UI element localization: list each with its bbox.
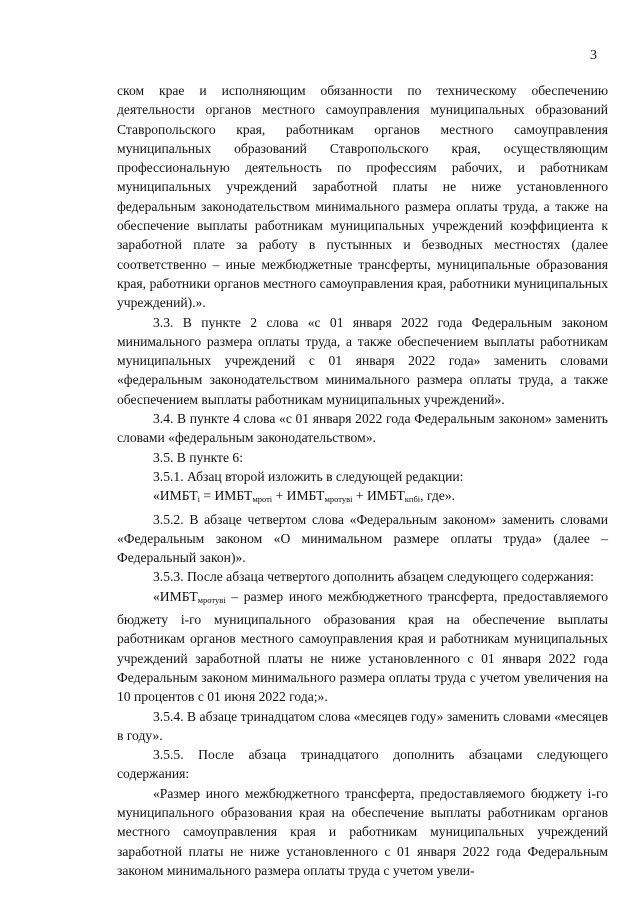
formula-lhs: ИМБТ <box>159 488 198 504</box>
formula-open-quote: « <box>153 488 160 504</box>
paragraph-3-4: 3.4. В пункте 4 слова «с 01 января 2022 года Федеральным законом» заменить словами «федеральным законодательством». <box>117 411 608 446</box>
formula-line <box>117 486 608 509</box>
definition-rest: – размер иного межбюджетного трансферта, предоставляемого бюджету i-го муниципального образования края на обеспечение выплаты работникам органов местного самоуправления края и работникам муниципальных учреждений заработной платы не ниже установленного с 01 января 2022 года Федеральным законом минимального размера оплаты труда с учетом увеличения на 10 процентов с 01 июня 2022 года;». <box>117 588 608 705</box>
formula-lhs-sub: i <box>197 494 201 505</box>
paragraph-3-5-5: 3.5.5. После абзаца тринадцатого дополнить абзацами следующего содержания: <box>117 747 608 782</box>
formula-equals: = <box>200 488 215 504</box>
paragraph-3-5-2: 3.5.2. В абзаце четвертом слова «Федеральным законом» заменить словами «Федеральным законом «О минимальном размере оплаты труда» (далее – Федеральный закон)». <box>117 511 608 566</box>
paragraph-3-5-3: 3.5.3. После абзаца четвертого дополнить абзацем следующего содержания: <box>153 569 594 585</box>
definition-term: «ИМБТ <box>153 588 198 604</box>
formula-term-2: ИМБТ <box>286 488 325 504</box>
definition-term-sub: мротувi <box>197 594 226 605</box>
definition-paragraph <box>117 587 608 707</box>
formula-tail: , где». <box>420 488 456 504</box>
formula-plus-1: + <box>272 488 287 504</box>
formula-term-1-sub: мротi <box>252 494 273 505</box>
document-body <box>117 81 608 880</box>
paragraph-3-5: 3.5. В пункте 6: <box>153 449 243 465</box>
paragraph-continuation: ском крае и исполняющим обязанности по техническому обеспечению деятельности органов местного самоуправления муниципальных образований Ставропольского края, работникам органов местного самоуправления муниципальных образований Ставропольского края, осуществляющим профессиональную деятельность по профессиям рабочих, и работникам муниципальных учреждений заработной платы не ниже установленного федеральным законодательством минимального размера оплаты труда, а также на обеспечение выплаты работникам муниципальных учреждений коэффициента к заработной плате за работу в пустынных и безводных местностях (далее соответственно – иные межбюджетные трансферты, муниципальные образования края, работники органов местного самоуправления края, работники муниципальных учреждений).». <box>117 83 608 311</box>
formula-plus-2: + <box>352 488 367 504</box>
paragraph-quote-start: «Размер иного межбюджетного трансферта, предоставляемого бюджету i-го муниципального образования края на обеспечение выплаты работникам органов местного самоуправления края и работникам муниципальных учреждений заработной платы не ниже установленного с 01 января 2022 года Федеральным законом минимального размера оплаты труда с учетом увели- <box>117 785 608 878</box>
formula-term-1: ИМБТ <box>214 488 253 504</box>
formula-term-3-sub: кпбi <box>404 494 421 505</box>
page-number: 3 <box>590 48 597 63</box>
formula-term-2-sub: мротувi <box>324 494 353 505</box>
paragraph-3-5-1: 3.5.1. Абзац второй изложить в следующей редакции: <box>153 468 464 484</box>
paragraph-3-3: 3.3. В пункте 2 слова «с 01 января 2022 года Федеральным законом минимального размера оплаты труда, а также обеспечением выплаты работникам муниципальных учреждений с 01 января 2022 года» заменить словами «федеральным законодательством минимального размера оплаты труда, а также обеспечением выплаты работникам муниципальных учреждений». <box>117 314 608 407</box>
formula-term-3: ИМБТ <box>366 488 405 504</box>
paragraph-3-5-4: 3.5.4. В абзаце тринадцатом слова «месяцев году» заменить словами «месяцев в году». <box>117 708 608 743</box>
